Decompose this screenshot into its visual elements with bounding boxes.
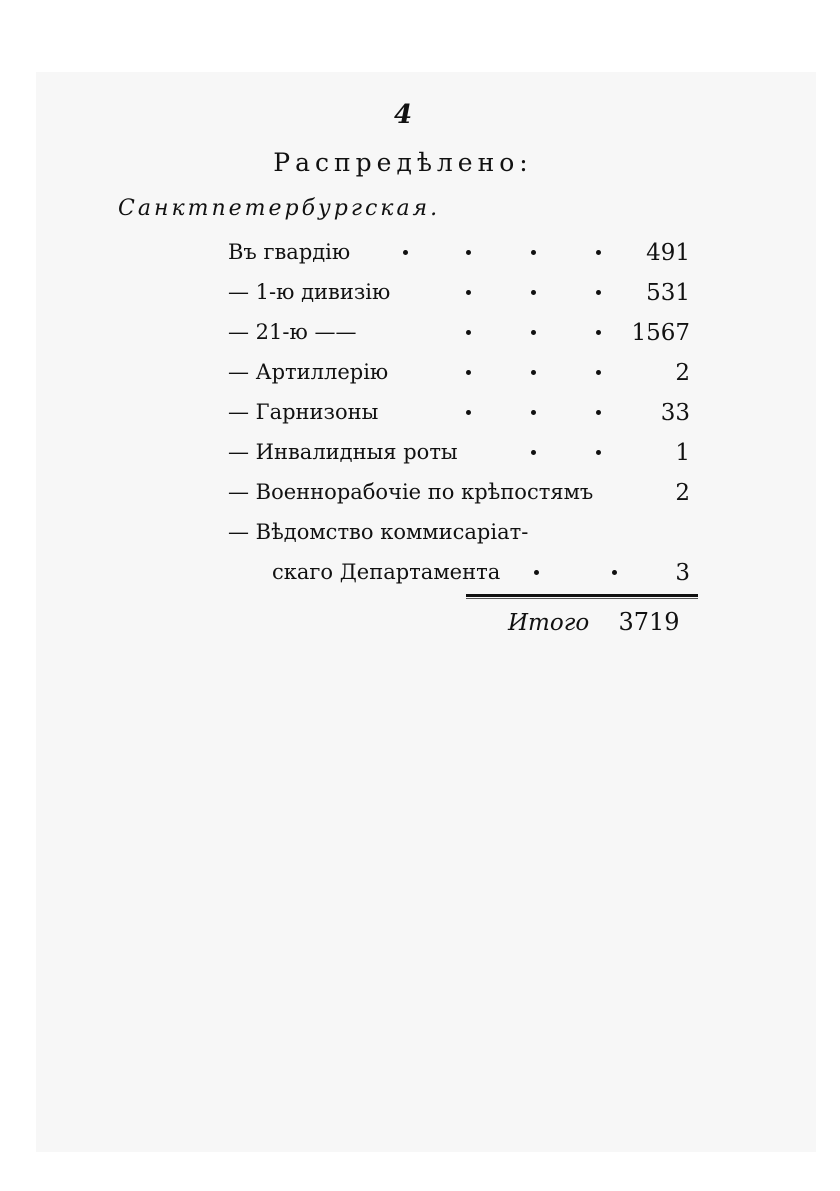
row-label: Въ гвардію [228,240,351,264]
table-row [228,276,690,316]
leader-dot [596,410,601,415]
total-value: 3719 [618,608,680,636]
leader-dot [403,250,408,255]
leader-dot [466,330,471,335]
leader-dot [466,410,471,415]
table-row [228,516,690,556]
row-label: — 21-ю —— [228,320,357,344]
leader-dot [531,370,536,375]
leader-dot [596,450,601,455]
total-line [508,608,680,636]
row-value: 3 [675,560,690,586]
table-row [228,556,690,596]
leader-dot [466,250,471,255]
leader-dot [596,290,601,295]
row-value: 531 [646,280,690,306]
total-rule [466,594,698,597]
row-value: 2 [675,360,690,386]
leader-dot [534,570,539,575]
row-label: — Вѣдомство коммисаріат- [228,520,529,544]
row-label: — 1-ю дивизію [228,280,391,304]
row-label: — Артиллерію [228,360,389,384]
row-label: — Инвалидныя роты [228,440,458,464]
table-row [228,396,690,436]
total-label: Итого [508,610,590,636]
leader-dot [531,410,536,415]
leader-dot [466,290,471,295]
distribution-table [228,236,690,596]
row-value: 33 [660,400,690,426]
section-heading: Распредѣлено: [273,148,533,177]
table-row [228,356,690,396]
leader-dot [596,370,601,375]
row-value: 491 [646,240,690,266]
row-value: 1567 [631,320,690,346]
leader-dot [531,450,536,455]
leader-dot [596,330,601,335]
row-label: — Военнорабочіе по крѣпостямъ [228,480,594,504]
table-row [228,236,690,276]
row-value: 2 [675,480,690,506]
leader-dot [596,250,601,255]
row-value: 1 [675,440,690,466]
scan-background [36,72,816,1152]
leader-dot [466,370,471,375]
leader-dot [531,330,536,335]
page-number: 4 [393,100,413,130]
leader-dot [531,250,536,255]
table-row [228,436,690,476]
leader-dot [531,290,536,295]
total-rule-thin [466,598,698,599]
leader-dot [612,570,617,575]
region-subheading: Санктпетербургская. [118,196,441,221]
table-row [228,316,690,356]
row-label: — Гарнизоны [228,400,379,424]
row-label: скаго Департамента [272,560,501,584]
table-row [228,476,690,516]
